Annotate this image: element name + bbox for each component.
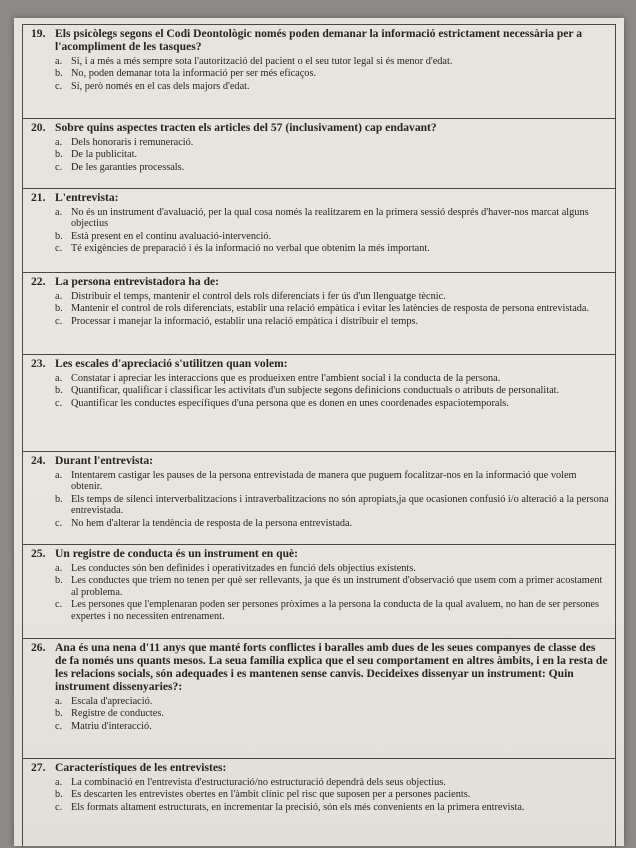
question-number: 22. <box>31 275 46 288</box>
option-letter: a. <box>55 563 63 574</box>
option-letter: a. <box>55 56 63 67</box>
question-number: 19. <box>31 27 46 40</box>
option-letter: a. <box>55 291 63 302</box>
option-text: Quantificar les conductes específiques d'una persona que es donen en unes coordenades espaciotemporals. <box>71 397 509 409</box>
question-stem <box>31 275 609 288</box>
answer-option <box>55 207 609 230</box>
answer-option <box>55 243 609 254</box>
question-20 <box>23 119 615 189</box>
exam-page <box>14 18 624 846</box>
answer-options <box>31 373 609 409</box>
answer-options <box>31 291 609 327</box>
option-letter: a. <box>55 207 63 218</box>
option-text: De la publicitat. <box>71 149 138 161</box>
question-number: 21. <box>31 191 46 204</box>
option-letter: b. <box>55 493 63 505</box>
option-letter: c. <box>55 720 63 732</box>
answer-options <box>31 777 609 813</box>
option-letter: c. <box>55 599 63 611</box>
option-text: Registre de conductes. <box>71 708 164 720</box>
answer-option <box>55 563 609 574</box>
question-number: 24. <box>31 454 46 467</box>
option-letter: b. <box>55 708 63 720</box>
option-text: Intentarem castigar les pauses de la persona entrevistada de manera que puguem focalitzar-nos en la informació que volem obtenir. <box>71 470 577 493</box>
answer-option <box>55 68 609 79</box>
answer-option <box>55 162 609 173</box>
option-text: Les persones que l'emplenaran poden ser persones pròximes a la persona la conducta de la qual avaluem, no han de ser persones expertes i no necessiten entrenament. <box>71 599 599 622</box>
question-text: Durant l'entrevista: <box>55 454 153 467</box>
option-letter: b. <box>55 575 63 587</box>
option-letter: c. <box>55 243 63 255</box>
question-text: Les escales d'apreciació s'utilitzen quan volem: <box>55 357 288 370</box>
question-26 <box>23 639 615 759</box>
answer-options <box>31 696 609 732</box>
question-24 <box>23 452 615 545</box>
answer-option <box>55 575 609 598</box>
answer-option <box>55 708 609 719</box>
answer-options <box>31 207 609 255</box>
option-text: Té exigències de preparació i és la informació no verbal que obtenim la més important. <box>71 243 430 255</box>
option-letter: c. <box>55 161 63 173</box>
option-text: Sí, però només en el cas dels majors d'edat. <box>71 80 250 92</box>
option-letter: b. <box>55 303 63 315</box>
question-21 <box>23 189 615 273</box>
answer-option <box>55 149 609 160</box>
answer-option <box>55 518 609 529</box>
option-text: Les conductes que triem no tenen per què ser rellevants, ja que és un instrument d'observació que usem com a primer acostament al problema. <box>71 575 603 598</box>
answer-options <box>31 56 609 92</box>
answer-option <box>55 721 609 732</box>
option-text: De les garanties processals. <box>71 161 185 173</box>
question-sheet <box>22 24 616 846</box>
question-23 <box>23 355 615 452</box>
question-stem <box>31 641 609 693</box>
option-letter: c. <box>55 517 63 529</box>
answer-option <box>55 494 609 517</box>
question-text: Sobre quins aspectes tracten els articles del 57 (inclusivament) cap endavant? <box>55 121 437 134</box>
answer-option <box>55 316 609 327</box>
option-text: Sí, i a més a més sempre sota l'autorització del pacient o el seu tutor legal si és menor d'edat. <box>71 56 453 67</box>
option-letter: c. <box>55 80 63 92</box>
answer-option <box>55 291 609 302</box>
answer-option <box>55 137 609 148</box>
option-letter: b. <box>55 230 63 242</box>
option-letter: b. <box>55 68 63 80</box>
question-text: La persona entrevistadora ha de: <box>55 275 220 288</box>
question-number: 23. <box>31 357 46 370</box>
option-text: No és un instrument d'avaluació, per la qual cosa només la realitzarem en la primera sessió després d'haver-nos marcat alguns objectius <box>71 207 589 230</box>
option-text: Distribuir el temps, mantenir el control dels rols diferenciats i fer ús d'un llenguatge tècnic. <box>71 291 446 302</box>
question-stem <box>31 454 609 467</box>
question-stem <box>31 121 609 134</box>
answer-option <box>55 777 609 788</box>
option-letter: a. <box>55 373 63 384</box>
option-letter: a. <box>55 137 63 148</box>
option-text: La combinació en l'entrevista d'estructuració/no estructuració dependrà dels seus objectius. <box>71 777 446 788</box>
question-stem <box>31 191 609 204</box>
option-letter: c. <box>55 397 63 409</box>
answer-option <box>55 303 609 314</box>
answer-options <box>31 470 609 529</box>
question-27 <box>23 759 615 846</box>
option-text: Mantenir el control de rols diferenciats, establir una relació empàtica i evitar les latències de resposta de persona entrevistada. <box>71 303 590 315</box>
option-letter: c. <box>55 801 63 813</box>
option-letter: c. <box>55 315 63 327</box>
answer-option <box>55 385 609 396</box>
option-text: Processar i manejar la informació, establir una relació empàtica i distribuir el temps. <box>71 315 419 327</box>
question-text: Ana és una nena d'11 anys que manté forts conflictes i baralles amb dues de les seues companyes de classe des de fa només uns quants mesos. La seua família explica que el seu comportament en altres àmbits, i en la resta de les relacions socials, són adequades i es mantenen sense canvis. Decideixes dissenyar un instrument: Quin instrument dissenyaries?: <box>55 641 608 693</box>
answer-option <box>55 81 609 92</box>
option-text: Quantificar, qualificar i classificar les activitats d'un subjecte segons definicions conductuals o atributs de personalitat. <box>71 385 560 397</box>
option-text: Constatar i apreciar les interaccions que es produeixen entre l'ambient social i la conducta de la persona. <box>71 373 501 384</box>
option-letter: a. <box>55 696 63 707</box>
question-text: Els psicòlegs segons el Codi Deontològic només poden demanar la informació estrictament necessària per a l'acompliment de les tasques? <box>55 27 583 53</box>
answer-options <box>31 563 609 622</box>
question-text: Característiques de les entrevistes: <box>55 761 227 774</box>
option-letter: b. <box>55 385 63 397</box>
answer-option <box>55 470 609 493</box>
question-text: L'entrevista: <box>55 191 119 204</box>
answer-option <box>55 56 609 67</box>
question-number: 20. <box>31 121 46 134</box>
question-stem <box>31 357 609 370</box>
question-stem <box>31 761 609 774</box>
answer-option <box>55 802 609 813</box>
option-text: No, poden demanar tota la informació per ser més eficaços. <box>71 68 317 80</box>
answer-option <box>55 696 609 707</box>
answer-option <box>55 398 609 409</box>
option-letter: a. <box>55 777 63 788</box>
question-text: Un registre de conducta és un instrument en què: <box>55 547 299 560</box>
answer-option <box>55 373 609 384</box>
option-text: Es descarten les entrevistes obertes en l'àmbit clínic pel risc que suposen per a persones pacients. <box>71 789 471 801</box>
option-text: Matriu d'interacció. <box>71 720 152 732</box>
option-letter: a. <box>55 470 63 481</box>
option-text: Dels honoraris i remuneració. <box>71 137 194 148</box>
answer-option <box>55 789 609 800</box>
question-22 <box>23 273 615 355</box>
option-text: Els temps de silenci interverbalitzacions i intraverbalitzacions no són apropiats,ja que ocasionen confusió i/o alteració a la persona entrevistada. <box>71 493 609 517</box>
option-letter: b. <box>55 149 63 161</box>
question-number: 27. <box>31 761 46 774</box>
option-text: Els formats altament estructurats, en incrementar la precisió, són els més convenients en la primera entrevista. <box>71 801 525 813</box>
question-19 <box>23 25 615 119</box>
option-text: No hem d'alterar la tendència de resposta de la persona entrevistada. <box>71 517 353 529</box>
question-stem <box>31 27 609 53</box>
option-letter: b. <box>55 789 63 801</box>
question-number: 25. <box>31 547 46 560</box>
option-text: Escala d'apreciació. <box>71 696 153 707</box>
answer-option <box>55 231 609 242</box>
option-text: Les conductes són ben definides i operativitzades en funció dels objectius existents. <box>71 563 416 574</box>
option-text: Està present en el continu avaluació-intervenció. <box>71 230 272 242</box>
answer-options <box>31 137 609 173</box>
answer-option <box>55 599 609 622</box>
question-25 <box>23 545 615 639</box>
question-stem <box>31 547 609 560</box>
question-number: 26. <box>31 641 46 654</box>
